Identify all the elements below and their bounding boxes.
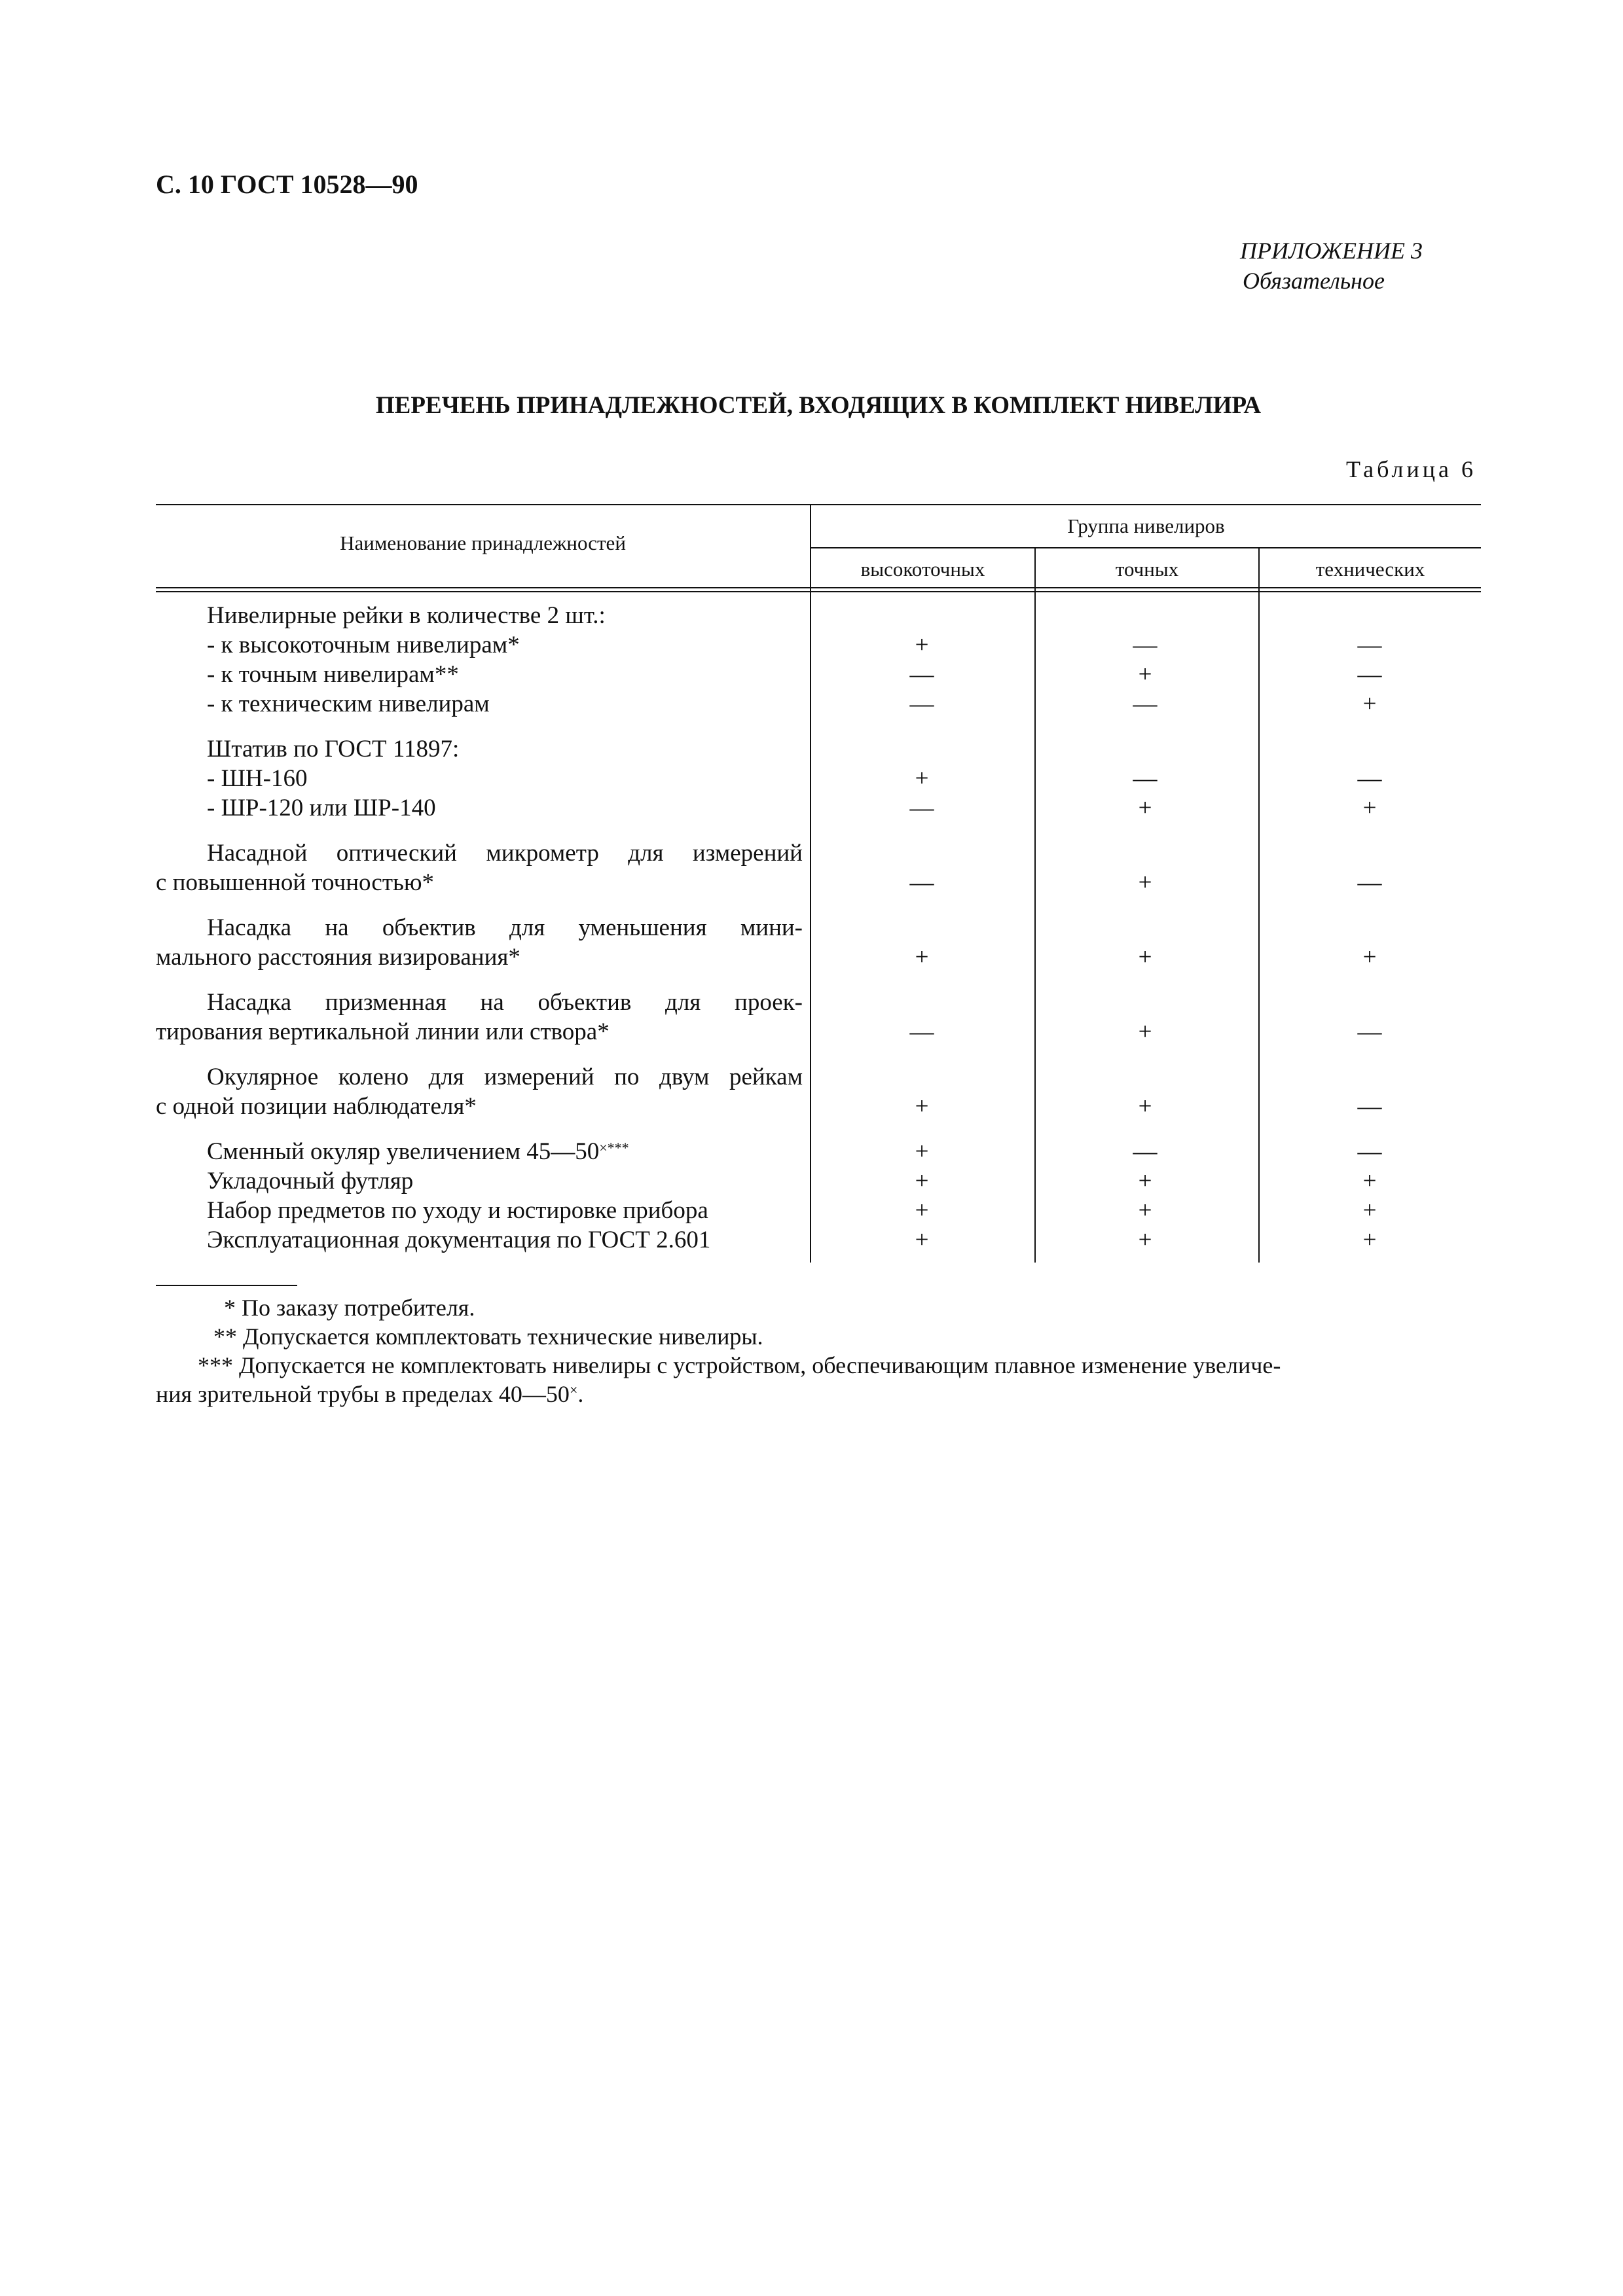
item-name: - ШР-120 или ШР-140 <box>207 795 436 821</box>
mark-cell: + <box>1362 1197 1377 1224</box>
item-name-main: Сменный окуляр увеличением 45—50 <box>207 1138 600 1165</box>
mark-cell: + <box>1138 869 1152 896</box>
footnote-2: ** Допускается комплектовать технические нивелиры. <box>213 1323 763 1350</box>
table-row <box>156 1196 1481 1225</box>
column-header-technical: технических <box>1315 558 1425 581</box>
item-name-line2: тирования вертикальной линии или створа* <box>156 1018 610 1045</box>
header-bottom-rule-1 <box>156 587 1481 588</box>
mark-cell: — <box>1357 632 1382 658</box>
item-name: - ШН-160 <box>207 765 308 792</box>
mark-cell: + <box>1138 661 1152 688</box>
mark-cell: + <box>1138 1093 1152 1120</box>
table-row <box>156 601 1481 630</box>
page-header: С. 10 ГОСТ 10528—90 <box>156 170 418 199</box>
mark-cell: — <box>909 1018 934 1045</box>
table-row <box>156 1017 1481 1047</box>
mark-cell: — <box>909 661 934 688</box>
mark-cell: — <box>1133 691 1158 717</box>
mark-cell: + <box>1138 1018 1152 1045</box>
mark-cell: + <box>1362 1168 1377 1194</box>
mark-cell: — <box>1357 869 1382 896</box>
mark-cell: + <box>1138 944 1152 971</box>
mark-cell: — <box>909 869 934 896</box>
mark-cell: — <box>1357 765 1382 792</box>
mark-cell: + <box>1362 795 1377 821</box>
mark-cell: + <box>1138 795 1152 821</box>
item-name: Укладочный футляр <box>207 1168 414 1194</box>
mark-cell: — <box>1357 1093 1382 1120</box>
table-group-eyepiece-elbow <box>156 1062 1481 1121</box>
mark-cell: — <box>1357 1018 1382 1045</box>
column-header-name: Наименование принадлежностей <box>340 531 626 554</box>
mark-cell: + <box>1138 1227 1152 1253</box>
item-name-line2: мального расстояния визирования* <box>156 944 520 971</box>
table-group-tripods <box>156 734 1481 823</box>
table-row <box>156 913 1481 942</box>
mark-cell: — <box>909 795 934 821</box>
mark-cell: + <box>915 1138 929 1165</box>
mark-cell: + <box>1138 1197 1152 1224</box>
item-name: - к высокоточным нивелирам* <box>207 632 520 658</box>
item-name-line1: Окулярное колено для измерений по двум рейкам <box>207 1064 803 1090</box>
table-row <box>156 1166 1481 1196</box>
table-group-lens-attachment <box>156 913 1481 972</box>
item-name <box>207 1137 629 1166</box>
column-header-precision: точных <box>1115 558 1179 581</box>
appendix-block <box>1240 236 1423 296</box>
table-row <box>156 1092 1481 1121</box>
appendix-label: ПРИЛОЖЕНИЕ 3 <box>1240 238 1423 264</box>
mark-cell: — <box>1357 1138 1382 1165</box>
table-group-optical-micrometer <box>156 838 1481 897</box>
subheader-rule <box>811 547 1481 548</box>
mark-cell: — <box>1133 1138 1158 1165</box>
table-group-prism-attachment <box>156 988 1481 1047</box>
mark-cell: + <box>915 632 929 658</box>
footnote-rule <box>156 1285 297 1286</box>
item-name: - к техническим нивелирам <box>207 691 490 717</box>
mark-cell: + <box>1362 691 1377 717</box>
item-name: Набор предметов по уходу и юстировке прибора <box>207 1197 708 1224</box>
table-row <box>156 734 1481 764</box>
item-name-line1: Насадка призменная на объектив для проек- <box>207 989 803 1016</box>
mark-cell: + <box>1138 1168 1152 1194</box>
mark-cell: + <box>915 765 929 792</box>
footnote-3-line1: *** Допускается не комплектовать нивелиры с устройством, обеспечивающим плавное изменение увеличе- <box>198 1352 1281 1378</box>
footnote-3-text: ния зрительной трубы в пределах 40—50 <box>156 1381 570 1407</box>
footnote-3-end: . <box>577 1381 584 1407</box>
mark-cell: + <box>915 1227 929 1253</box>
table-row <box>156 1225 1481 1255</box>
mark-cell: + <box>915 1168 929 1194</box>
footnote-1: * По заказу потребителя. <box>224 1295 475 1321</box>
table-row <box>156 942 1481 972</box>
mark-cell: — <box>1357 661 1382 688</box>
mark-cell: + <box>1362 944 1377 971</box>
column-header-high-precision: высокоточных <box>860 558 985 581</box>
item-name-line1: Насадка на объектив для уменьшения мини- <box>207 914 803 941</box>
mark-cell: + <box>1362 1227 1377 1253</box>
table-row <box>156 988 1481 1017</box>
table-row <box>156 838 1481 868</box>
table-label: Таблица 6 <box>1346 456 1476 482</box>
header-bottom-rule-2 <box>156 591 1481 592</box>
mark-cell: — <box>1133 632 1158 658</box>
item-name-superscript: ×*** <box>599 1139 629 1156</box>
table-row <box>156 793 1481 823</box>
table-row <box>156 764 1481 793</box>
column-header-group: Группа нивелиров <box>1067 514 1225 537</box>
table-group-misc <box>156 1137 1481 1255</box>
mark-cell: — <box>1133 765 1158 792</box>
table-row <box>156 630 1481 660</box>
table-top-rule <box>156 504 1481 505</box>
table-row <box>156 660 1481 689</box>
footnote-3-line2 <box>156 1380 583 1408</box>
mark-cell: + <box>915 1093 929 1120</box>
table-row <box>156 868 1481 897</box>
group-title: Штатив по ГОСТ 11897: <box>207 736 460 762</box>
item-name-line2: с одной позиции наблюдателя* <box>156 1093 477 1120</box>
mark-cell: + <box>915 944 929 971</box>
item-name-line1: Насадной оптический микрометр для измерений <box>207 840 803 867</box>
mark-cell: + <box>915 1197 929 1224</box>
table-group-leveling-staffs <box>156 601 1481 719</box>
document-title: ПЕРЕЧЕНЬ ПРИНАДЛЕЖНОСТЕЙ, ВХОДЯЩИХ В КОМПЛЕКТ НИВЕЛИРА <box>375 392 1262 419</box>
item-name-line2: с повышенной точностью* <box>156 869 435 896</box>
table-row <box>156 1137 1481 1166</box>
group-title: Нивелирные рейки в количестве 2 шт.: <box>207 602 606 629</box>
table-row <box>156 689 1481 719</box>
mark-cell: — <box>909 691 934 717</box>
footnote-3-superscript: × <box>569 1382 578 1398</box>
appendix-status: Обязательное <box>1243 268 1385 294</box>
table-row <box>156 1062 1481 1092</box>
item-name: Эксплуатационная документация по ГОСТ 2.601 <box>207 1227 711 1253</box>
item-name: - к точным нивелирам** <box>207 661 459 688</box>
